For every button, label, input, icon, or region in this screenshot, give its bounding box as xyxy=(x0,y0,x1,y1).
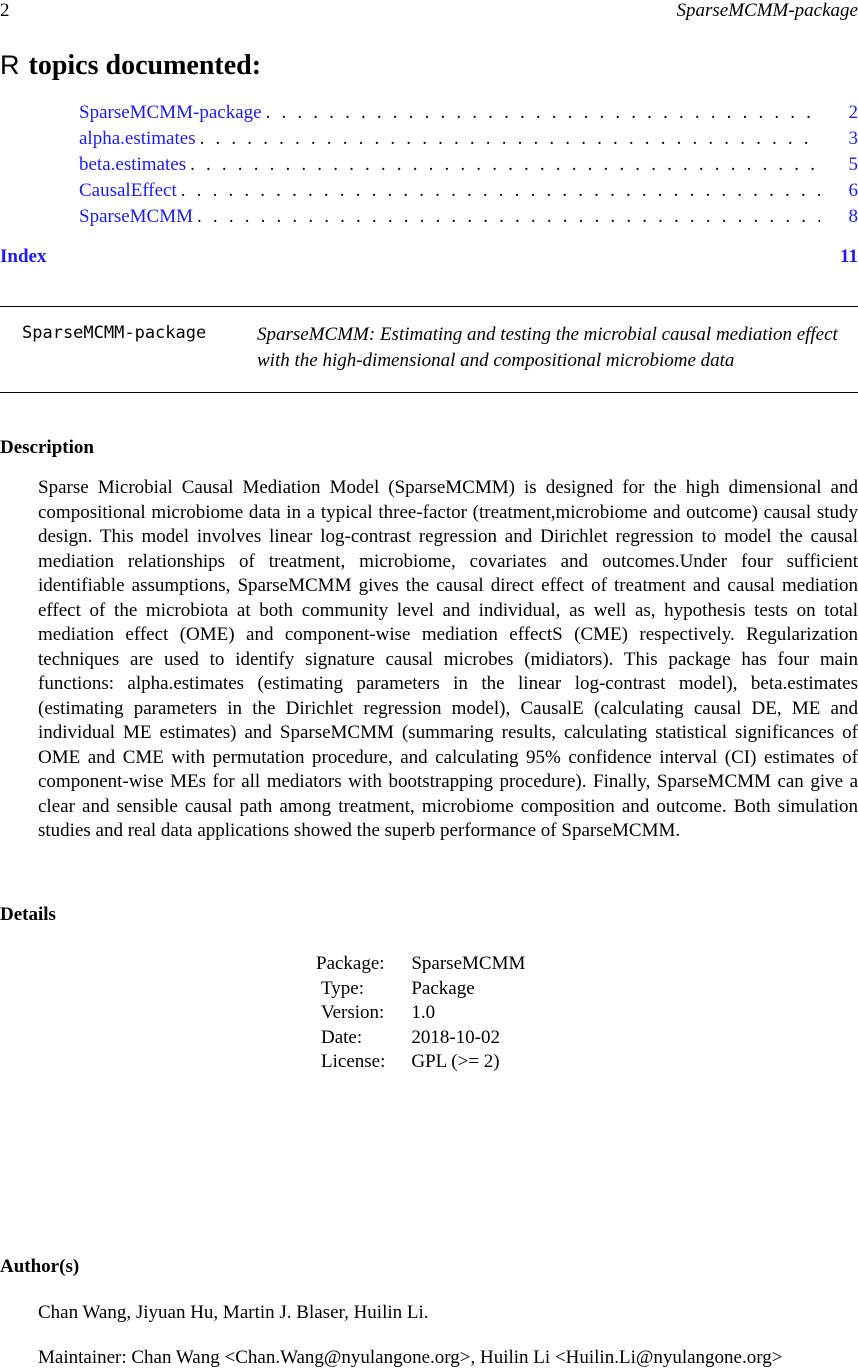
author-names: Chan Wang, Jiyuan Hu, Martin J. Blaser, Huilin Li. xyxy=(38,1302,429,1323)
toc-title xyxy=(0,50,261,82)
toc-entry-page[interactable]: 8 xyxy=(848,206,858,227)
toc-leader-dots xyxy=(190,152,820,178)
toc-entry-name[interactable]: beta.estimates xyxy=(79,152,190,178)
toc-leader-dots xyxy=(200,126,820,152)
maintainer-line: Maintainer: Chan Wang <Chan.Wang@nyulangone.org>, Huilin Li <Huilin.Li@nyulangone.org> xyxy=(38,1347,783,1368)
toc-entry[interactable] xyxy=(79,178,858,204)
topic-title: SparseMCMM: Estimating and testing the microbial causal mediation effect with the high-dimensional and compositional microbiome data xyxy=(257,324,838,371)
details-value: Package xyxy=(411,977,475,999)
toc-entry[interactable] xyxy=(79,126,858,152)
page-number: 2 xyxy=(0,0,10,21)
toc-entry-name[interactable]: alpha.estimates xyxy=(79,126,200,152)
toc-entry-page[interactable]: 3 xyxy=(848,128,858,149)
toc-leader-dots xyxy=(197,204,820,230)
toc-leader-dots xyxy=(181,178,820,204)
r-logo: R xyxy=(0,50,20,80)
details-row xyxy=(316,952,525,977)
toc-entry[interactable] xyxy=(79,204,858,230)
top-rule xyxy=(0,306,858,307)
bottom-rule xyxy=(0,392,858,393)
toc-entry-page[interactable]: 5 xyxy=(848,154,858,175)
details-key: Date: xyxy=(321,1026,363,1048)
authors-heading: Author(s) xyxy=(0,1256,80,1277)
toc-entry[interactable] xyxy=(79,100,858,126)
details-key: Type: xyxy=(321,977,364,999)
toc-index-entry[interactable] xyxy=(0,246,858,268)
details-value: SparseMCMM xyxy=(411,953,526,974)
toc-entry-page[interactable]: 6 xyxy=(848,180,858,201)
toc-entry-name[interactable]: CausalEffect xyxy=(79,178,181,204)
running-head: SparseMCMM-package xyxy=(676,0,858,21)
description-heading: Description xyxy=(0,437,94,458)
description-text: Sparse Microbial Causal Mediation Model (SparseMCMM) is designed for the high dimensional and compositional microbiome data in a typical three-factor (treatment,microbiome and outcome) causal study design. This model involves linear log-contrast regression and Dirichlet regression to model the causal mediation relationships of treatment, microbiome, covariates and outcomes.Under four sufficient identifiable assumptions, SparseMCMM gives the causal direct effect of treatment and causal mediation effect of the microbiota at both community level and individual, as well as, hypothesis tests on total mediation effect (OME) and component-wise mediation effectS (CME) respectively. Regularization techniques are used to identify signature causal microbes (midiators). This package has four main functions: alpha.estimates (estimating parameters in the linear log-contrast model), beta.estimates (estimating parameters in the Dirichlet regression model), CausalE (calculating causal DE, ME and individual ME estimates) and SparseMCMM (summaring results, calculating statistical significances of OME and CME with permutation procedure, and calculating 95% confidence interval (CI) estimates of component-wise MEs for all mediators with bootstrapping procedure). Finally, SparseMCMM can give a clear and sensible causal path among treatment, microbiome composition and outcome. Both simulation studies and real data applications showed the superb performance of SparseMCMM. xyxy=(38,477,858,841)
table-of-contents xyxy=(79,100,858,230)
toc-leader-dots xyxy=(266,100,820,126)
index-label[interactable]: Index xyxy=(0,246,47,267)
details-row xyxy=(316,1050,525,1075)
details-table xyxy=(316,952,525,1075)
details-row xyxy=(316,1001,525,1026)
details-row xyxy=(316,1026,525,1051)
details-value: 1.0 xyxy=(411,1002,436,1023)
details-row xyxy=(316,977,525,1002)
details-value: 2018-10-02 xyxy=(411,1026,501,1048)
details-heading: Details xyxy=(0,904,56,925)
index-page[interactable]: 11 xyxy=(840,246,858,267)
toc-entry-page[interactable]: 2 xyxy=(848,102,858,123)
toc-entry-name[interactable]: SparseMCMM xyxy=(79,204,197,230)
toc-entry-name[interactable]: SparseMCMM-package xyxy=(79,100,266,126)
details-key: License: xyxy=(321,1051,386,1072)
details-key: Version: xyxy=(321,1002,385,1023)
details-value: GPL (>= 2) xyxy=(411,1051,500,1072)
toc-entry[interactable] xyxy=(79,152,858,178)
toc-title-text: topics documented: xyxy=(28,50,262,81)
topic-code-name: SparseMCMM-package xyxy=(22,323,207,343)
details-key: Package: xyxy=(316,953,385,974)
